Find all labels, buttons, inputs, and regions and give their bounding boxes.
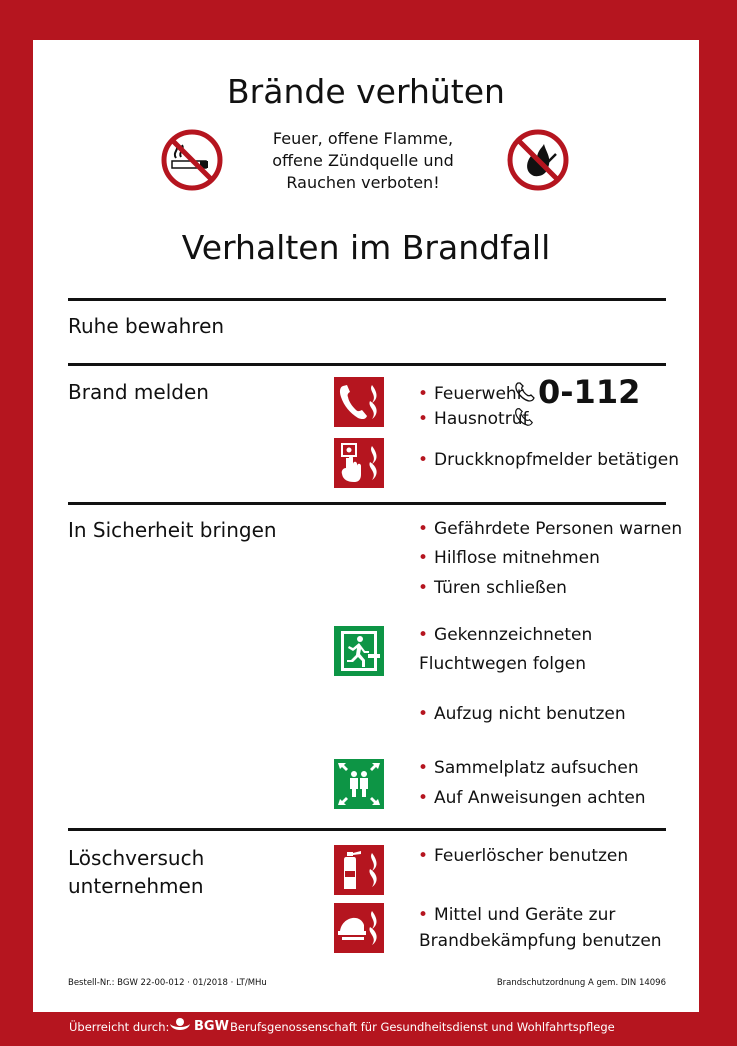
fire-alarm-button-icon [334,438,384,488]
item-text: Mittel und Geräte zur [434,905,616,925]
item-warn: • Gefährdete Personen warnen [418,519,683,539]
item-text: Hilflose mitnehmen [434,548,600,568]
item-text: Feuerwehr [434,384,524,404]
assembly-point-icon [334,759,384,809]
warning-line: offene Zündquelle und [272,151,454,170]
item-extinguisher: • Feuerlöscher benutzen [418,846,629,866]
item-means-continued: Brandbekämpfung benutzen [419,931,662,951]
standard-reference: Brandschutzordnung A gem. DIN 14096 [496,978,666,988]
divider [68,298,666,301]
fire-phone-icon [334,377,384,427]
fire-safety-sign [33,40,699,1012]
bgw-logo-icon [168,1016,192,1036]
item-text: Feuerlöscher benutzen [434,846,629,866]
title-prevent-fires: Brände verhüten [227,72,505,111]
divider [68,502,666,505]
section-extinguish [68,844,204,900]
item-instructions: • Auf Anweisungen achten [418,788,646,808]
item-house-emergency: • Hausnotruf [418,409,529,429]
item-text: Auf Anweisungen achten [434,788,646,808]
item-text: Türen schließen [434,578,567,598]
org-name: Berufsgenossenschaft für Gesundheitsdienst und Wohlfahrtspflege [230,1020,615,1034]
org-short: BGW [194,1019,229,1034]
item-help: • Hilflose mitnehmen [418,548,600,568]
phone-icon [513,406,535,428]
divider [68,363,666,366]
item-text: Gekennzeichneten [434,625,593,645]
item-escape: • Gekennzeichneten [418,625,593,645]
firefighting-equipment-icon [334,903,384,953]
section-line: Löschversuch [68,846,205,870]
item-means: • Mittel und Geräte zur [418,905,616,925]
title-fire-behavior: Verhalten im Brandfall [181,228,551,267]
item-fire-brigade: • Feuerwehr [418,384,524,404]
warning-text [228,128,498,194]
emergency-exit-icon [334,626,384,676]
item-elevator: • Aufzug nicht benutzen [418,704,626,724]
item-text: Hausnotruf [434,409,529,429]
emergency-number: 0-112 [538,373,641,411]
item-doors: • Türen schließen [418,578,567,598]
presented-by: Überreicht durch: [69,1020,170,1034]
phone-icon [513,380,537,404]
section-line: unternehmen [68,874,204,898]
warning-line: Rauchen verboten! [286,173,440,192]
section-report: Brand melden [68,380,209,404]
item-text: Sammelplatz aufsuchen [434,758,639,778]
item-assembly: • Sammelplatz aufsuchen [418,758,639,778]
item-escape-continued: Fluchtwegen folgen [419,654,586,674]
section-safety: In Sicherheit bringen [68,518,277,542]
no-smoking-icon [160,128,224,192]
item-text: Aufzug nicht benutzen [434,704,626,724]
item-text: Gefährdete Personen warnen [434,519,683,539]
item-text: Druckknopfmelder betätigen [434,450,680,470]
warning-line: Feuer, offene Flamme, [272,129,454,148]
item-alarm: • Druckknopfmelder betätigen [418,450,680,470]
section-calm: Ruhe bewahren [68,314,225,338]
divider [68,828,666,831]
no-open-flame-icon [506,128,570,192]
order-number: Bestell-Nr.: BGW 22-00-012 · 01/2018 · LT/MHu [68,978,267,988]
footer-bar [0,1012,737,1046]
fire-extinguisher-icon [334,845,384,895]
